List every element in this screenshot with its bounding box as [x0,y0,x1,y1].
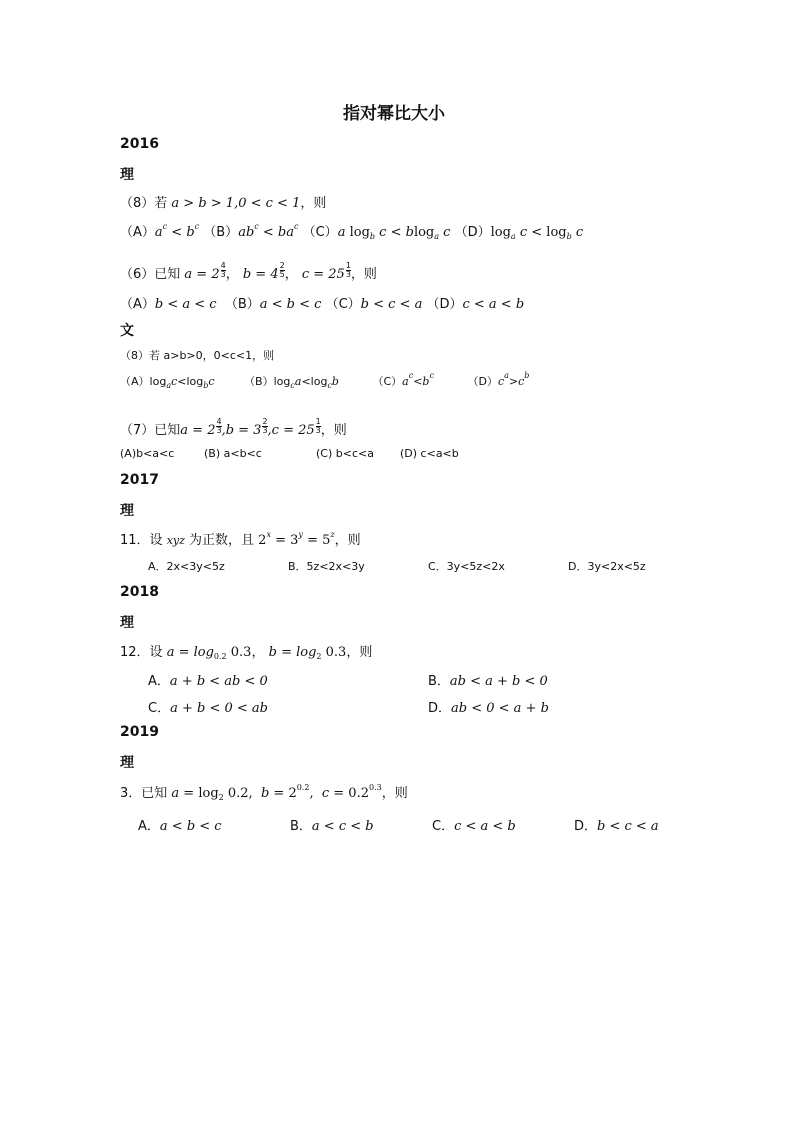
option-2018-12-b: B．ab < a + b < 0 [428,674,548,689]
section-li-2019: 理 [120,755,134,771]
options-2016-wen-8: $(A)\log_ac<\log_bc$ $(B)\log_ca<\log_cb$ $(C)a^c<b^c$ $(D)c^a>c^b$ [120,371,530,390]
question-2018-12: 12．设 $a = \log_{0.2} 0.3$， $b = \log_2 0.3$，则 [120,645,373,661]
year-2017-heading: 2017 [120,472,159,488]
option-2017-11-a: A．2x<3y<5z [148,560,225,573]
options-2016-li-8: $(A)a^c < b^c$ $(B)ab^c < ba^c$ （C）a $\log_b c < blog_a$ c $(D)\log_a$ $c < \log_b c$ [120,222,584,241]
question-2016-wen-8: （8）若 a>b>0，0<c<1，则 [120,349,275,362]
section-li-2016: 理 [120,167,134,183]
page-title: 指对幂比大小 [343,104,445,124]
question-2016-li-8: （8）若 a > b > 1,0 < c < 1，则 [120,196,327,211]
question-2016-wen-7: （7）已知a = 2 $\frac{4}{3}$ ,b = 3 $\frac{2}{3}$ ,c = 25 $\frac{1}{3}$ ，则 [120,417,347,438]
year-2016-heading: 2016 [120,136,159,152]
question-2016-li-6: （6）已知 a = 2 $\frac{4}{3}$ ， b = 4 $\frac{2}{5}$ ， c = 25 $\frac{1}{3}$ ，则 [120,261,377,282]
option-2018-12-a: A．a + b < ab < 0 [148,674,268,689]
question-2017-11: 11．设 xyz 为正数，且 $2^x = 3^y = 5^z$，则 [120,530,361,548]
question-2019-3: 3．已知 $a = \log_2 0.2$, $b = 2^{0.2}$, $c = 0.2^{0.3}$，则 [120,783,408,802]
option-2018-12-c: C．a + b < 0 < ab [148,701,268,716]
options-2016-li-6: （A）b < a < c （B）a < b < c （C）b < c < a （D）c < a < b [120,297,525,312]
option-2016-wen-7-d: (D) c<a<b [400,447,459,460]
section-li-2017: 理 [120,503,134,519]
option-2016-wen-7-c: (C) b<c<a [316,447,374,460]
option-2017-11-d: D．3y<2x<5z [568,560,646,573]
option-2017-11-c: C．3y<5z<2x [428,560,505,573]
section-wen-2016: 文 [120,323,134,339]
option-2018-12-d: D．ab < 0 < a + b [428,701,549,716]
option-2016-wen-7-b: (B) a<b<c [204,447,262,460]
option-2016-wen-7-a: (A)b<a<c [120,447,175,460]
option-2019-3-b: B．a < c < b [290,819,374,834]
year-2018-heading: 2018 [120,584,159,600]
year-2019-heading: 2019 [120,724,159,740]
option-2019-3-a: A．a < b < c [138,819,222,834]
option-2017-11-b: B．5z<2x<3y [288,560,365,573]
option-2019-3-d: D．b < c < a [574,819,659,834]
section-li-2018: 理 [120,615,134,631]
option-2019-3-c: C．c < a < b [432,819,516,834]
